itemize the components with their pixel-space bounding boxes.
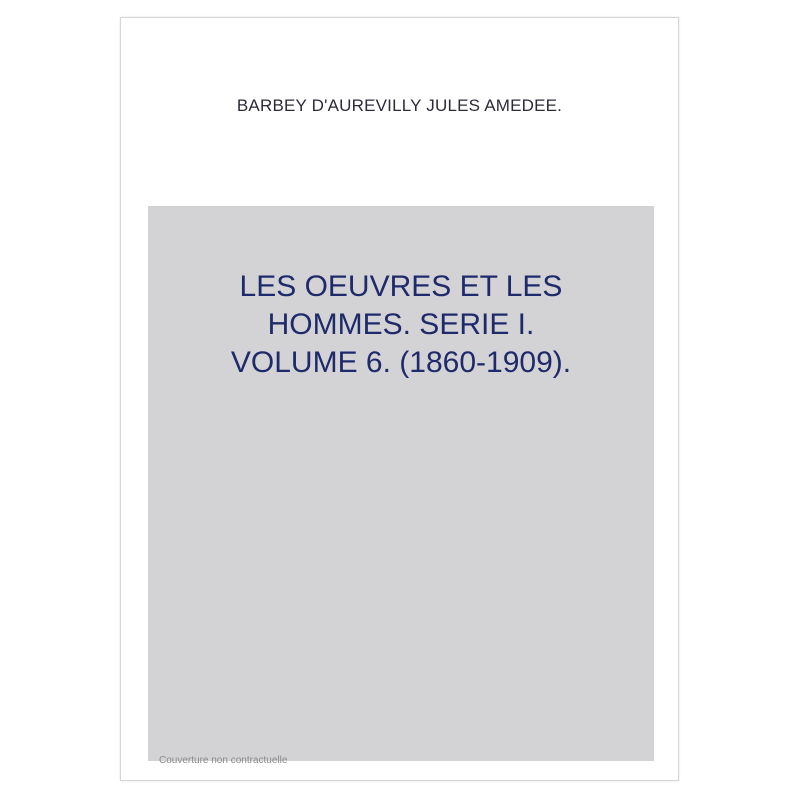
book-cover bbox=[120, 17, 679, 781]
title-line-1: LES OEUVRES ET LES bbox=[239, 270, 563, 303]
book-title bbox=[148, 268, 654, 382]
title-line-3: VOLUME 6. (1860-1909). bbox=[230, 346, 572, 379]
author-name: BARBEY D'AUREVILLY JULES AMEDEE. bbox=[236, 96, 563, 115]
title-line-2: HOMMES. SERIE I. bbox=[267, 308, 535, 341]
cover-disclaimer: Couverture non contractuelle bbox=[159, 755, 288, 766]
title-panel bbox=[148, 206, 654, 761]
